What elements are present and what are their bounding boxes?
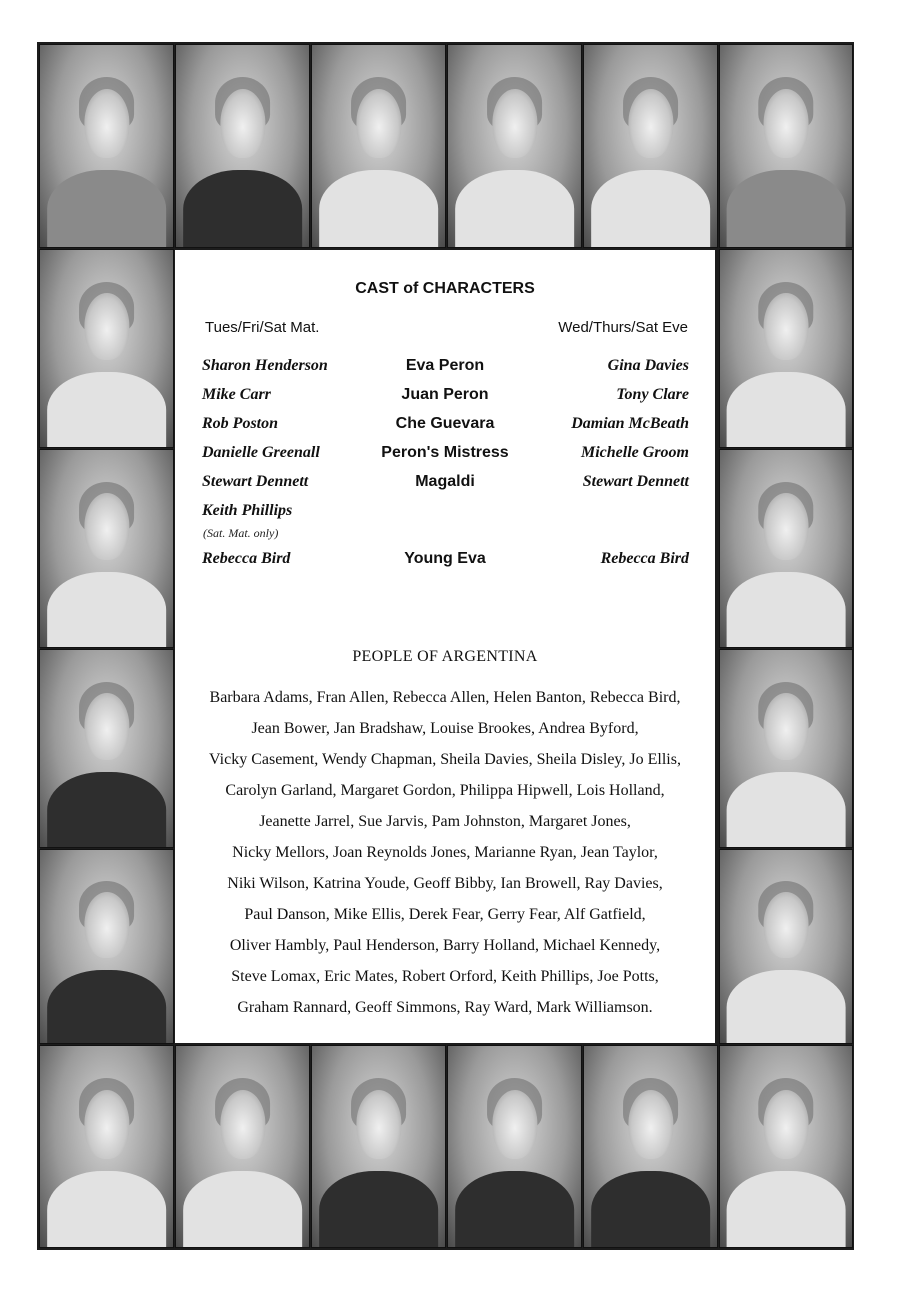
cast-portrait-photo [39, 649, 174, 848]
cast-row [175, 550, 715, 574]
cast-row [175, 357, 715, 381]
actor-right: Stewart Dennett [582, 473, 689, 490]
people-heading: PEOPLE OF ARGENTINA [352, 648, 538, 665]
cast-portrait-photo [39, 849, 174, 1044]
people-line: Jeanette Jarrel, Sue Jarvis, Pam Johnston, Margaret Jones, [259, 813, 631, 830]
cast-portrait-photo [311, 1045, 446, 1248]
role-name: Young Eva [404, 550, 486, 567]
cast-portrait-photo [39, 449, 174, 648]
cast-portrait-photo [447, 1045, 582, 1248]
cast-row [175, 386, 715, 410]
actor-left: Sharon Henderson [202, 357, 328, 374]
actor-left: Mike Carr [202, 386, 271, 403]
sat-mat-note: (Sat. Mat. only) [203, 526, 279, 540]
cast-portrait-photo [39, 44, 174, 248]
cast-portrait-photo [175, 44, 310, 248]
cast-row [175, 415, 715, 439]
schedule-right-heading: Wed/Thurs/Sat Eve [558, 319, 688, 336]
cast-row [175, 473, 715, 497]
people-line: Niki Wilson, Katrina Youde, Geoff Bibby, Ian Browell, Ray Davies, [227, 875, 663, 892]
cast-portrait-photo [583, 44, 718, 248]
actor-right: Michelle Groom [581, 444, 689, 461]
cast-portrait-photo [719, 449, 853, 648]
actor-left: Rebecca Bird [202, 550, 291, 567]
schedule-left-heading: Tues/Fri/Sat Mat. [205, 319, 320, 336]
cast-portrait-photo [583, 1045, 718, 1248]
actor-right: Rebecca Bird [600, 550, 689, 567]
people-line: Nicky Mellors, Joan Reynolds Jones, Marianne Ryan, Jean Taylor, [232, 844, 658, 861]
people-line: Graham Rannard, Geoff Simmons, Ray Ward, Mark Williamson. [237, 999, 653, 1016]
cast-portrait-photo [447, 44, 582, 248]
actor-right: Tony Clare [616, 386, 689, 403]
cast-portrait-photo [719, 649, 853, 848]
role-name: Juan Peron [401, 386, 489, 403]
cast-row [175, 444, 715, 468]
cast-portrait-photo [39, 1045, 174, 1248]
cast-portrait-photo [719, 249, 853, 448]
cast-portrait-photo [39, 249, 174, 448]
people-line: Oliver Hambly, Paul Henderson, Barry Holland, Michael Kennedy, [229, 937, 661, 954]
cast-portrait-photo [719, 44, 853, 248]
people-line: Steve Lomax, Eric Mates, Robert Orford, Keith Phillips, Joe Potts, [231, 968, 659, 985]
cast-portrait-photo [175, 1045, 310, 1248]
cast-list-panel [175, 250, 715, 1043]
actor-left: Danielle Greenall [202, 444, 320, 461]
actor-right: Damian McBeath [571, 415, 689, 432]
actor-right: Gina Davies [607, 357, 689, 374]
role-name: Che Guevara [395, 415, 495, 432]
people-list [175, 682, 715, 1023]
cast-portrait-photo [311, 44, 446, 248]
cast-row [175, 502, 715, 526]
actor-left: Keith Phillips [202, 502, 293, 519]
cast-heading: CAST of CHARACTERS [355, 280, 535, 297]
people-line: Carolyn Garland, Margaret Gordon, Philippa Hipwell, Lois Holland, [225, 782, 665, 799]
cast-portrait-photo [719, 849, 853, 1044]
cast-portrait-photo [719, 1045, 853, 1248]
people-line: Paul Danson, Mike Ellis, Derek Fear, Gerry Fear, Alf Gatfield, [244, 906, 646, 923]
people-line: Jean Bower, Jan Bradshaw, Louise Brookes, Andrea Byford, [251, 720, 639, 737]
actor-left: Stewart Dennett [202, 473, 309, 490]
people-line: Vicky Casement, Wendy Chapman, Sheila Davies, Sheila Disley, Jo Ellis, [209, 751, 681, 768]
role-name: Peron's Mistress [381, 444, 509, 461]
actor-left: Rob Poston [202, 415, 279, 432]
role-name: Magaldi [415, 473, 475, 490]
people-line: Barbara Adams, Fran Allen, Rebecca Allen, Helen Banton, Rebecca Bird, [209, 689, 681, 706]
role-name: Eva Peron [405, 357, 485, 374]
